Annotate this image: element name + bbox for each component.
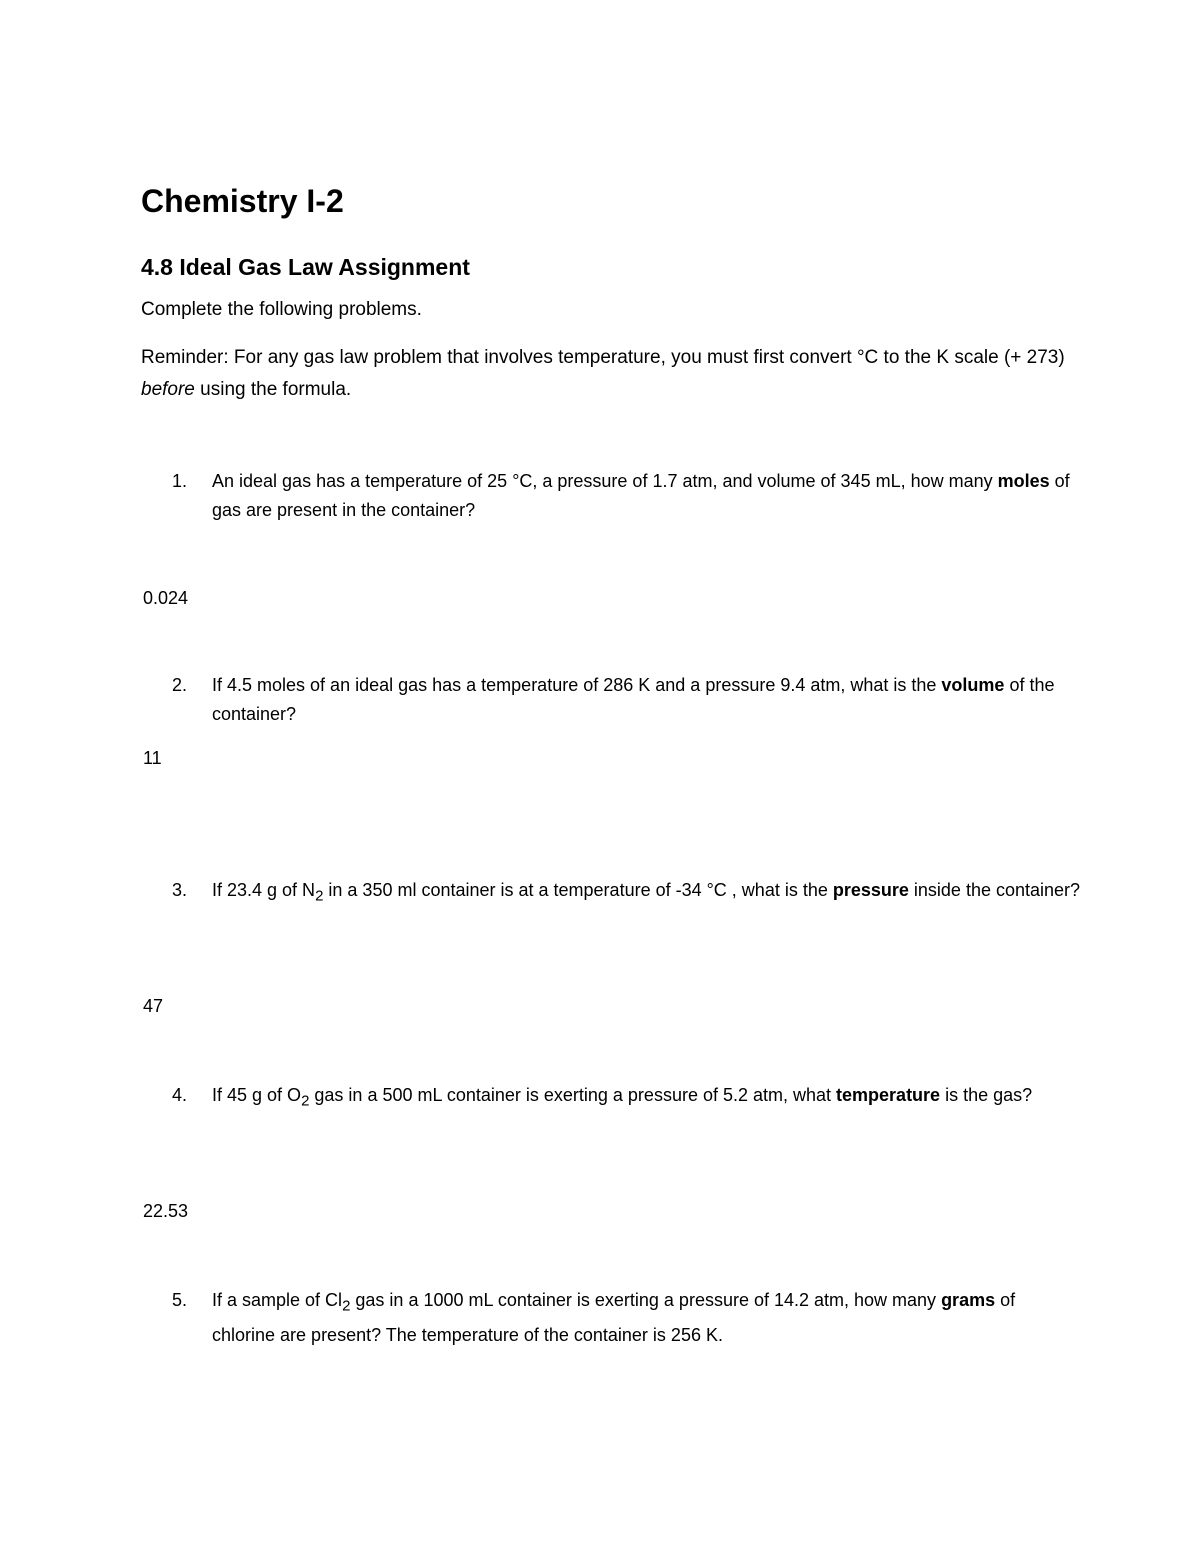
question-part: If a sample of Cl (212, 1290, 343, 1310)
reminder (141, 342, 1071, 406)
question-number: 3. (172, 880, 188, 900)
question-keyword: volume (941, 675, 1005, 695)
question-part: gas in a 1000 mL container is exerting a pressure of 14.2 atm, how many (350, 1290, 942, 1310)
question-part: If 23.4 g of N (212, 880, 316, 900)
answer: 11 (143, 748, 162, 768)
question-part: inside the container? (908, 880, 1081, 900)
answer: 47 (143, 996, 164, 1016)
question-number: 2. (172, 675, 188, 695)
question-text (212, 1286, 1082, 1350)
reminder-emphasis: before (141, 379, 195, 400)
reminder-text: Reminder: For any gas law problem that involves temperature, you must first convert °C to the K scale (+ 273) (141, 347, 1065, 368)
question-part: If 45 g of O (212, 1085, 302, 1105)
assignment-subtitle: 4.8 Ideal Gas Law Assignment (141, 254, 470, 280)
subscript: 2 (301, 1092, 310, 1110)
answer: 22.53 (143, 1201, 189, 1221)
question-part: An ideal gas has a temperature of 25 °C, a pressure of 1.7 atm, and volume of 345 mL, how many (212, 471, 998, 491)
question-keyword: temperature (836, 1085, 941, 1105)
question-keyword: pressure (832, 880, 909, 900)
page-title: Chemistry I-2 (141, 183, 344, 219)
question-number: 1. (172, 471, 188, 491)
question-text (212, 1081, 1082, 1116)
question-part: gas in a 500 mL container is exerting a pressure of 5.2 atm, what (309, 1085, 837, 1105)
question-number: 5. (172, 1290, 188, 1310)
subscript: 2 (315, 887, 324, 905)
instructions: Complete the following problems. (141, 299, 422, 320)
question-number: 4. (172, 1085, 188, 1105)
question-text (212, 467, 1082, 525)
question-keyword: grams (941, 1290, 996, 1310)
question-keyword: moles (997, 471, 1050, 491)
subscript: 2 (342, 1297, 351, 1315)
question-text (212, 671, 1082, 729)
answer: 0.024 (143, 588, 189, 608)
question-part: in a 350 ml container is at a temperature of -34 °C , what is the (323, 880, 833, 900)
question-part: of chlorine are present? The temperature of the container is 256 K. (212, 1290, 1016, 1345)
reminder-text-end: using the formula. (194, 379, 352, 400)
question-part: of the container? (212, 675, 1055, 724)
question-part: is the gas? (940, 1085, 1033, 1105)
question-part: If 4.5 moles of an ideal gas has a temperature of 286 K and a pressure 9.4 atm, what is the (212, 675, 942, 695)
question-part: of gas are present in the container? (212, 471, 1070, 520)
question-text (212, 876, 1082, 911)
